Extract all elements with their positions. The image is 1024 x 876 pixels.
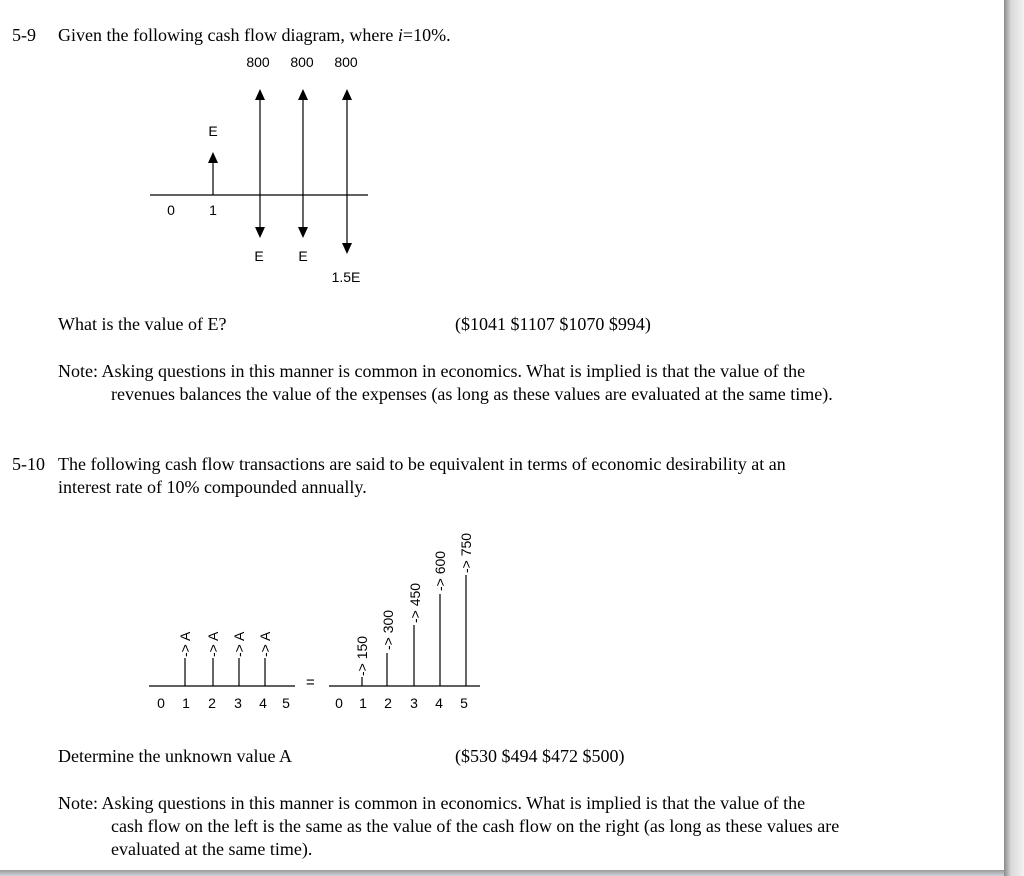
period-label: 2 [384, 695, 392, 711]
revenue-arrow [298, 89, 308, 195]
period-label: 3 [410, 695, 418, 711]
equals-sign: = [306, 674, 315, 691]
gradient-label: -> 600 [432, 550, 448, 591]
gradient-arrow [432, 551, 448, 686]
gradient-arrow [458, 533, 474, 686]
e-arrow-label: E [208, 123, 218, 139]
intro-text: Given the following cash flow diagram, where [58, 25, 398, 45]
gradient-label: -> 300 [380, 609, 396, 650]
revenue-arrow [255, 89, 265, 195]
note-5-10-line1: Note: Asking questions in this manner is common in economics. What is implied is that the value of the [58, 793, 806, 813]
period-label: 0 [167, 202, 175, 218]
problem-number-5-9: 5-9 [12, 25, 36, 45]
period-label: 2 [208, 695, 216, 711]
answer-choices-5-10: ($530 $494 $472 $500) [455, 746, 625, 766]
annuity-label: -> A [231, 631, 247, 657]
annuity-arrow [205, 631, 221, 686]
e-up-arrow [208, 152, 218, 195]
period-label: 1 [209, 202, 217, 218]
annuity-arrow [231, 631, 247, 686]
problem-5-9-intro [58, 24, 451, 47]
problem-number-5-10: 5-10 [12, 454, 45, 474]
gradient-arrow [407, 583, 423, 686]
cash-flow-diagram-left [145, 610, 305, 720]
problem-5-10-intro-line2: interest rate of 10% compounded annually. [58, 477, 367, 497]
gradient-label: -> 450 [407, 582, 423, 623]
revenue-label: 800 [334, 54, 358, 70]
period-label: 0 [157, 695, 165, 711]
revenue-label: 800 [290, 54, 314, 70]
cash-flow-diagram-right [325, 515, 495, 720]
answer-choices-5-9: ($1041 $1107 $1070 $994) [455, 314, 651, 334]
annuity-arrow [257, 631, 273, 686]
period-label: 4 [259, 695, 267, 711]
annuity-label: -> A [177, 631, 193, 657]
expense-arrow [298, 195, 308, 238]
intro-text-end: =10%. [402, 25, 451, 45]
note-5-10-line3: evaluated at the same time). [111, 839, 313, 859]
expense-label: E [254, 248, 264, 264]
expense-arrow [342, 195, 352, 254]
period-label: 1 [182, 695, 190, 711]
note-5-9-line2: revenues balances the value of the expenses (as long as these values are evaluated at the same time). [111, 384, 833, 404]
interest-variable: i [397, 25, 403, 45]
gradient-label: -> 150 [354, 635, 370, 676]
revenue-label: 800 [246, 54, 270, 70]
problem-5-10-intro-line1: The following cash flow transactions are said to be equivalent in terms of economic desirability at an [58, 454, 786, 474]
annuity-label: -> A [257, 631, 273, 657]
question-5-10: Determine the unknown value A [58, 746, 292, 766]
window-edge-bottom [0, 870, 1004, 876]
period-label: 1 [359, 695, 367, 711]
question-5-9: What is the value of E? [58, 314, 227, 334]
period-label: 5 [282, 695, 290, 711]
window-edge-right [1004, 0, 1024, 876]
note-5-9-line1: Note: Asking questions in this manner is common in economics. What is implied is that the value of the [58, 361, 806, 381]
note-5-10-line2: cash flow on the left is the same as the value of the cash flow on the right (as long as these values are [111, 816, 840, 836]
period-label: 4 [435, 695, 443, 711]
revenue-arrow [342, 89, 352, 195]
expense-arrow [255, 195, 265, 238]
period-label: 5 [460, 695, 468, 711]
cash-flow-diagram-5-9 [140, 48, 380, 293]
gradient-arrow [380, 610, 396, 686]
gradient-label: -> 750 [458, 532, 474, 573]
period-label: 3 [234, 695, 242, 711]
expense-label-large: 1.5E [331, 269, 361, 285]
annuity-arrow [177, 631, 193, 686]
period-label: 0 [335, 695, 343, 711]
annuity-label: -> A [205, 631, 221, 657]
expense-label: E [298, 248, 308, 264]
